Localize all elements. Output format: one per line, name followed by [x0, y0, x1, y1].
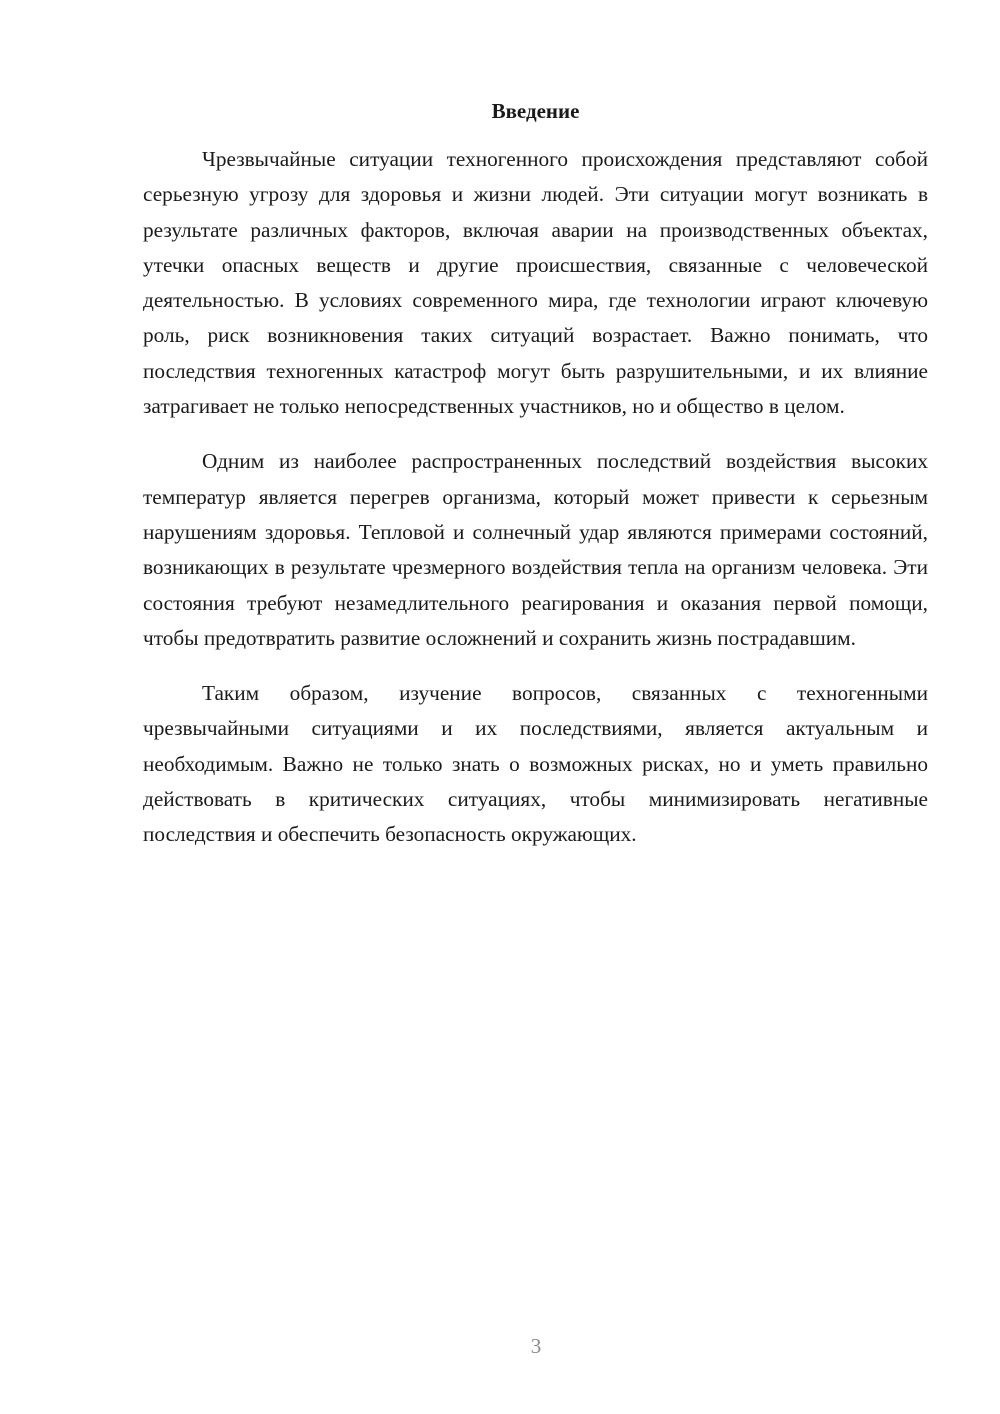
page-number: 3	[530, 1334, 542, 1358]
paragraph-2: Одним из наиболее распространенных последствий воздействия высоких температур является перегрев организма, который может привести к серьезным нарушениям здоровья. Тепловой и солнечный удар являются примерами состояний, возникающих в результате чрезмерного воздействия тепла на организм человека. Эти состояния требуют незамедлительного реагирования и оказания первой помощи, чтобы предотвратить развитие осложнений и сохранить жизнь пострадавшим.	[143, 449, 928, 650]
section-heading: Введение	[491, 99, 580, 123]
body-text	[143, 142, 928, 873]
paragraph-1: Чрезвычайные ситуации техногенного происхождения представляют собой серьезную угрозу для здоровья и жизни людей. Эти ситуации могут возникать в результате различных факторов, включая аварии на производственных объектах, утечки опасных веществ и другие происшествия, связанные с человеческой деятельностью. В условиях современного мира, где технологии играют ключевую роль, риск возникновения таких ситуаций возрастает. Важно понимать, что последствия техногенных катастроф могут быть разрушительными, и их влияние затрагивает не только непосредственных участников, но и общество в целом.	[143, 147, 928, 419]
paragraph-3: Таким образом, изучение вопросов, связанных с техногенными чрезвычайными ситуациями и их последствиями, является актуальным и необходимым. Важно не только знать о возможных рисках, но и уметь правильно действовать в критических ситуациях, чтобы минимизировать негативные последствия и обеспечить безопасность окружающих.	[143, 681, 928, 847]
